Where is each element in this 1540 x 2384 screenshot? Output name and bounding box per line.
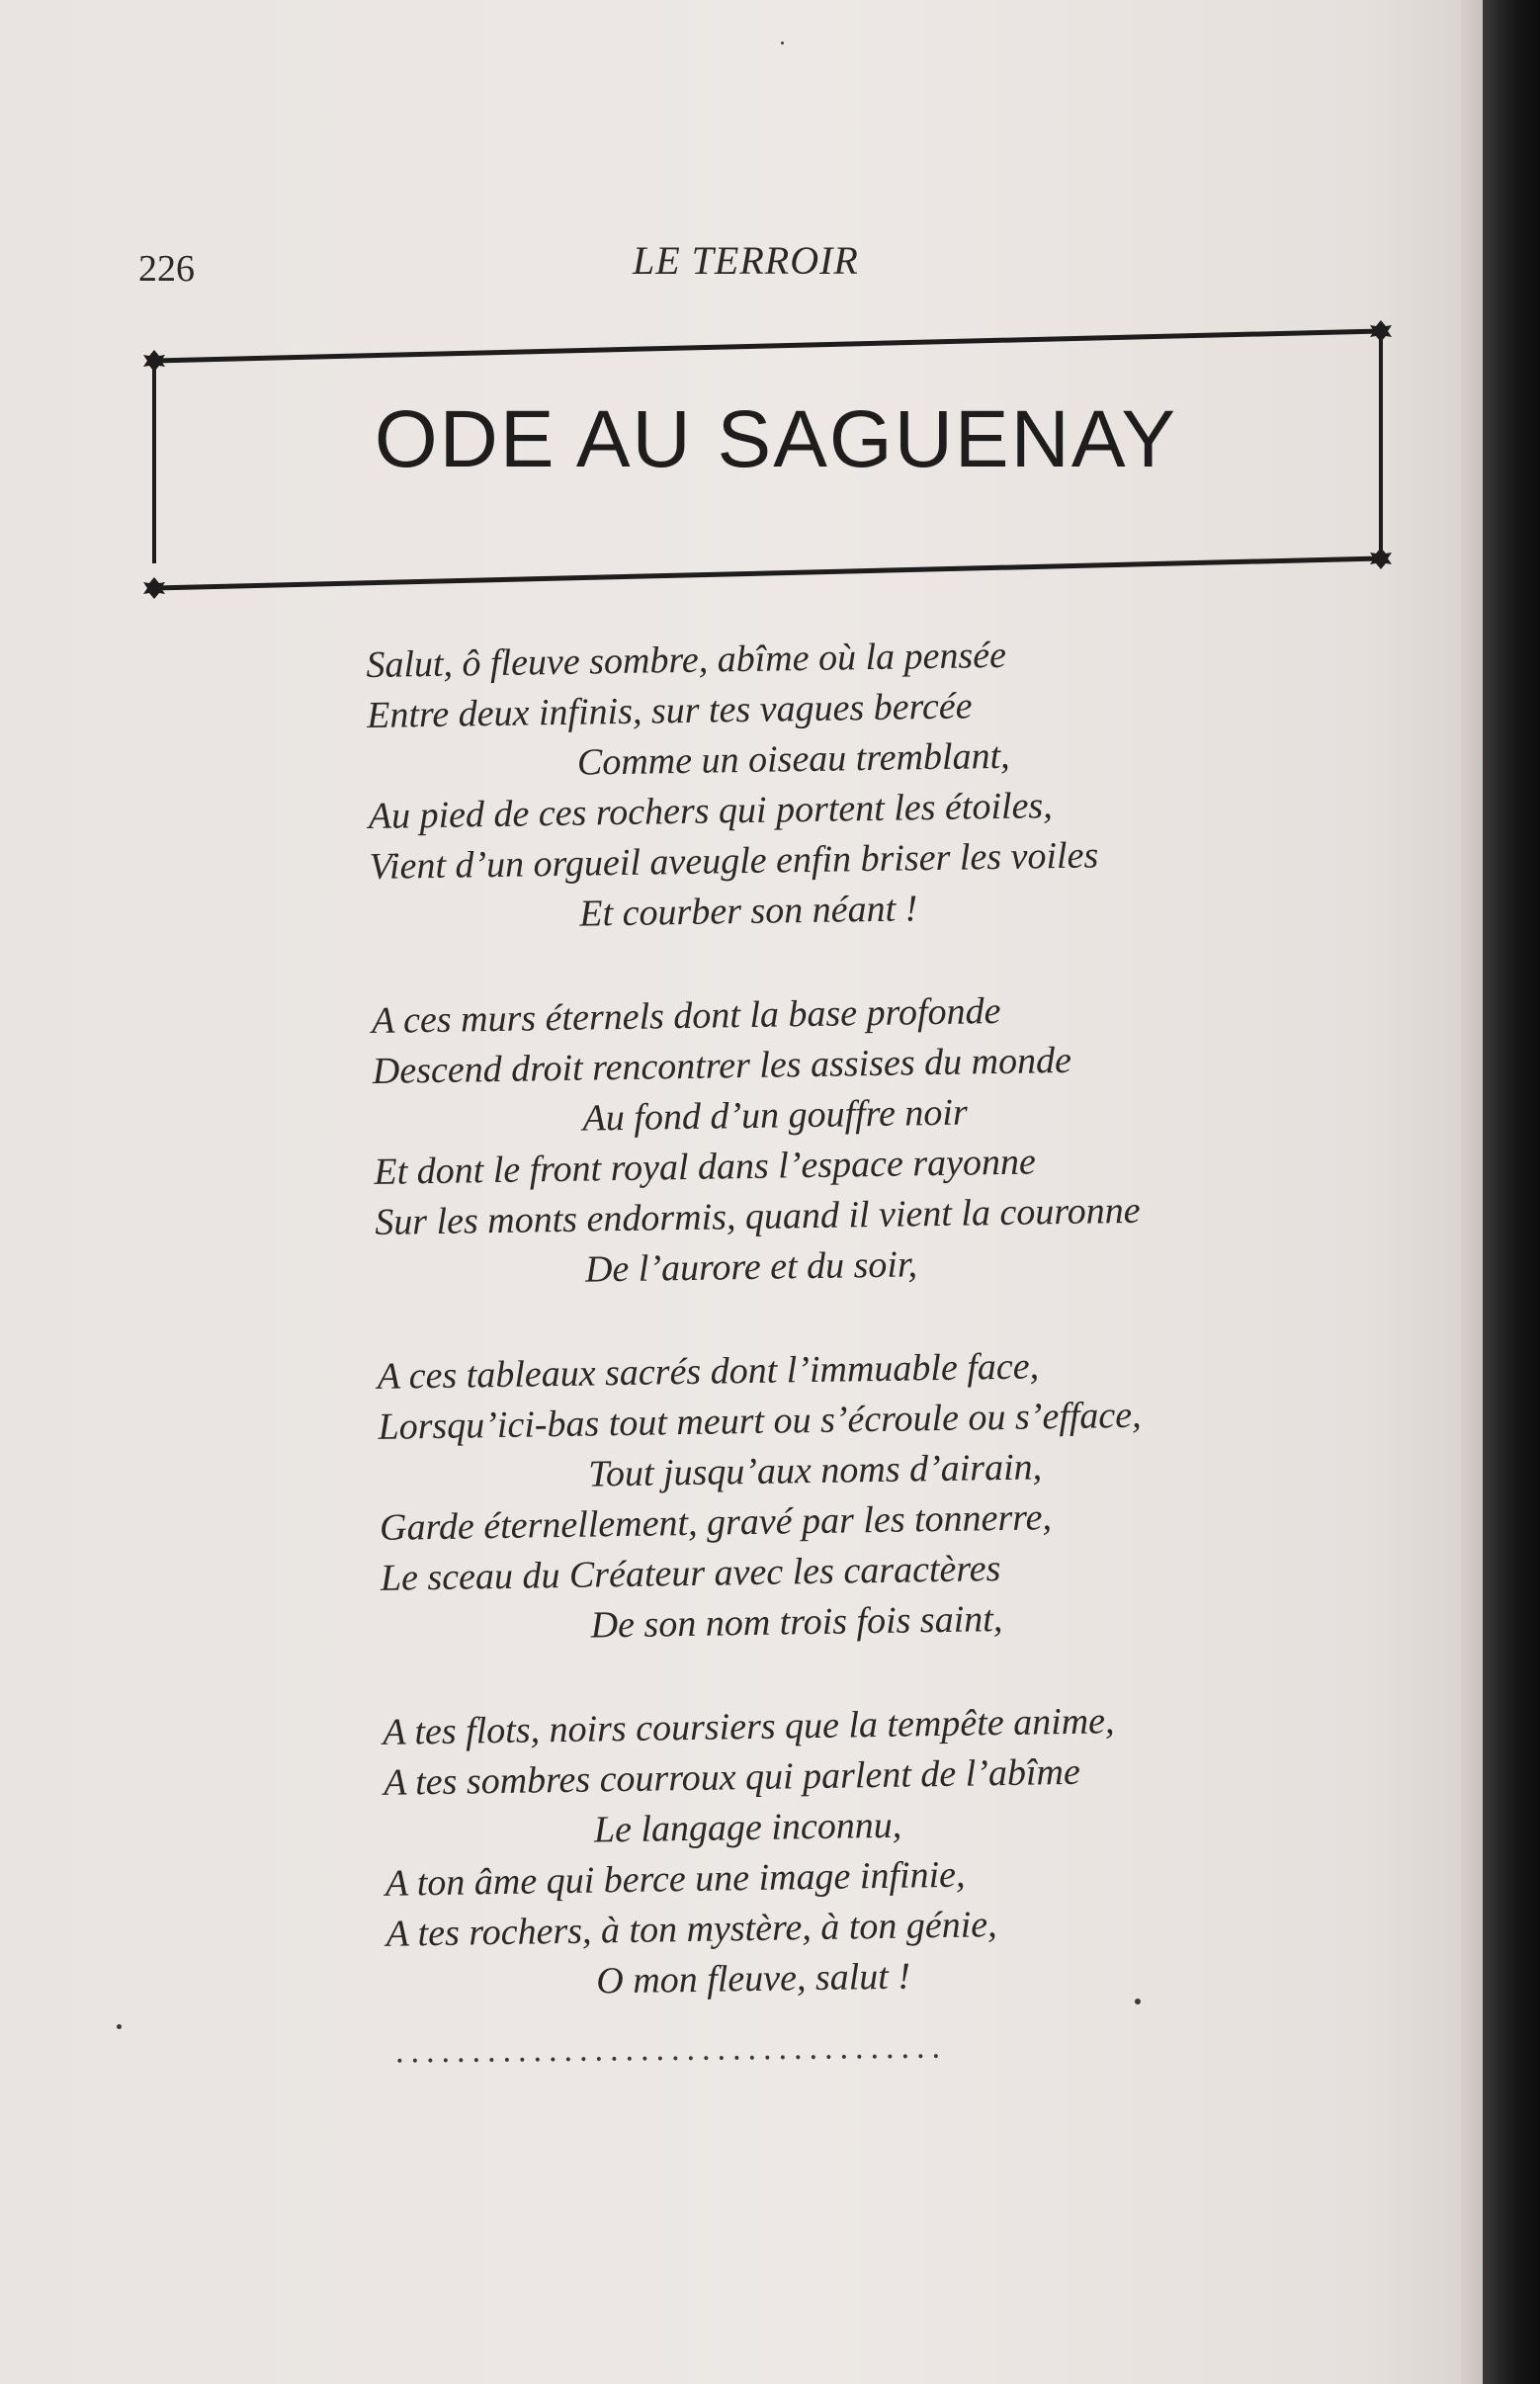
- poem-line: A ces tableaux sacrés dont l’immuable face,: [377, 1345, 1040, 1398]
- poem-line: Lorsqu’ici-bas tout meurt ou s’écroule ou s’efface,: [378, 1394, 1142, 1448]
- poem-line: O mon fleuve, salut !: [596, 1955, 911, 2002]
- poem-line: Et courber son néant !: [579, 888, 918, 935]
- running-title: LE TERROIR: [633, 238, 859, 283]
- poem-line: Salut, ô fleuve sombre, abîme où la pensée: [366, 634, 1007, 686]
- poem-line: Entre deux infinis, sur tes vagues bercée: [366, 685, 973, 736]
- poem-line: A tes sombres courroux qui parlent de l’abîme: [383, 1750, 1081, 1804]
- poem-line: Comme un oiseau tremblant,: [576, 734, 1010, 784]
- poem-line: De l’aurore et du soir,: [584, 1243, 918, 1291]
- poem-line: A tes rochers, à ton mystère, à ton génie,: [385, 1904, 997, 1955]
- poem-line: Et dont le front royal dans l’espace rayonne: [374, 1141, 1037, 1193]
- poem-line: Garde éternellement, gravé par les tonnerre,: [379, 1496, 1053, 1549]
- stanza: [366, 625, 1359, 943]
- page-edge-shadow: [1461, 0, 1483, 2384]
- stanza: [383, 1692, 1376, 2010]
- poem-line: Au fond d’un gouffre noir: [582, 1091, 969, 1140]
- poem-line: Descend droit rencontrer les assises du monde: [372, 1039, 1072, 1092]
- stanza: [377, 1336, 1370, 1655]
- poem-line: De son nom trois fois saint,: [590, 1598, 1003, 1647]
- running-head: [0, 227, 1463, 290]
- poem-line: A ces murs éternels dont la base profonde: [371, 989, 1001, 1042]
- paper-speck: [117, 2024, 122, 2029]
- stanza: [372, 980, 1365, 1299]
- poem-title: ODE AU SAGUENAY: [374, 394, 1178, 484]
- poem-line: A tes flots, noirs coursiers que la tempête anime,: [383, 1700, 1115, 1753]
- poem-line: Vient d’un orgueil aveugle enfin briser les voiles: [369, 834, 1099, 888]
- poem-line: Au pied de ces rochers qui portent les étoiles,: [368, 785, 1053, 837]
- poem-line: Le langage inconnu,: [593, 1804, 902, 1851]
- poem-line: A ton âme qui berce une image infinie,: [385, 1853, 966, 1905]
- title-frame: [138, 314, 1413, 606]
- poem-line: Tout jusqu’aux noms d’airain,: [587, 1446, 1043, 1495]
- poem-line: Sur les monts endormis, quand il vient la couronne: [374, 1189, 1141, 1243]
- ellipsis-line: ....................................: [394, 2028, 948, 2071]
- book-binding: [1483, 0, 1540, 2384]
- poem-line: Le sceau du Créateur avec les caractères: [380, 1548, 1001, 1599]
- poem-body: [366, 625, 1376, 2064]
- paper-speck: [781, 42, 784, 44]
- paper-speck: [1135, 1999, 1141, 2004]
- page-number: 226: [138, 248, 195, 290]
